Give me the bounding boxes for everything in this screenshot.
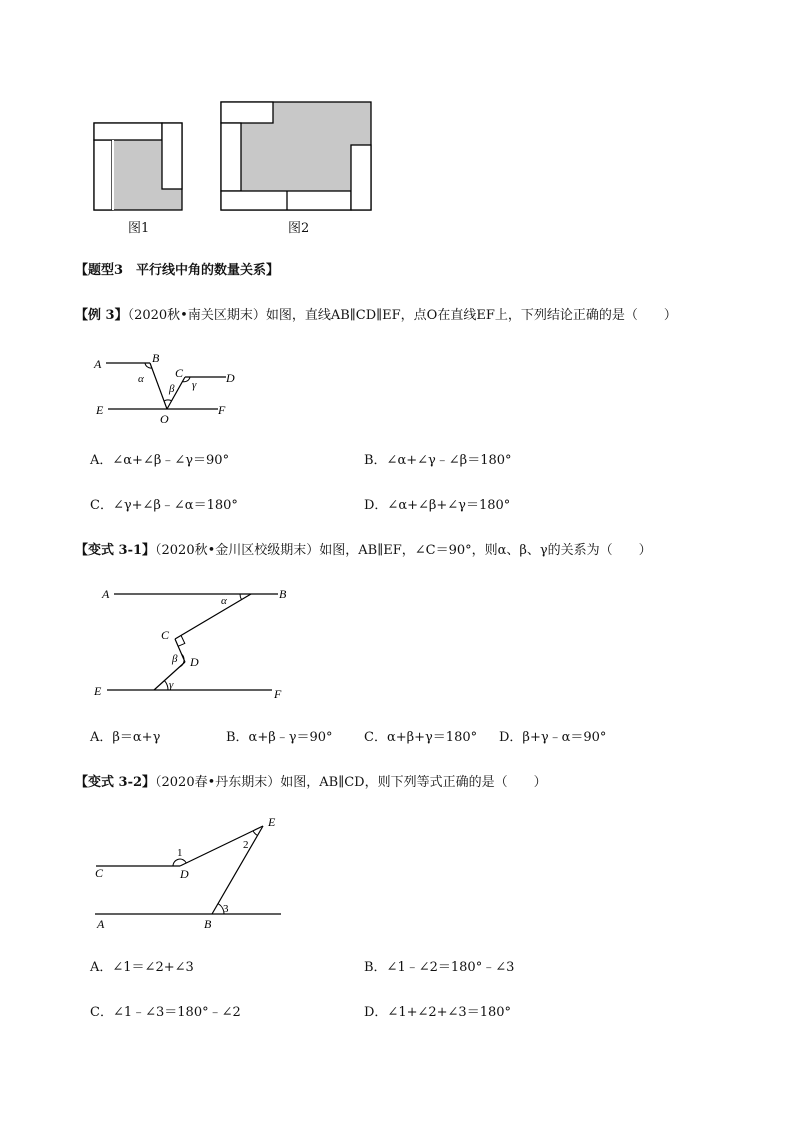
variant-3-1-option-d: D．β+γ﹣α＝90° xyxy=(499,730,607,745)
example-3-source: （2020秋•南关区期末） xyxy=(127,308,266,323)
figure-1-caption: 图1 xyxy=(128,221,150,236)
variant-3-2-tag: 【变式 3-2】 xyxy=(75,775,156,790)
example-3-option-d: D．∠α+∠β+∠γ＝180° xyxy=(364,498,511,513)
figure-1 xyxy=(94,123,182,210)
label-D: D xyxy=(190,655,199,669)
variant-3-2-option-b: B．∠1﹣∠2＝180°﹣∠3 xyxy=(364,960,515,975)
label-alpha: α xyxy=(221,595,227,607)
label-gamma: γ xyxy=(192,379,197,391)
label-beta: β xyxy=(169,383,175,395)
variant-3-2-question: 如图，AB∥CD，则下列等式正确的是（ ） xyxy=(280,775,547,790)
label-1: 1 xyxy=(177,847,183,859)
variant-3-1-option-c: C．α+β+γ＝180° xyxy=(364,730,478,745)
label-A: A xyxy=(94,357,102,371)
variant-3-2-diagram xyxy=(88,810,288,935)
variant-3-1-diagram xyxy=(88,582,303,704)
label-F: F xyxy=(274,687,282,701)
label-alpha: α xyxy=(138,373,144,385)
label-C: C xyxy=(175,366,184,380)
label-A: A xyxy=(97,917,105,931)
label-gamma: γ xyxy=(169,679,174,691)
variant-3-2-option-a: A．∠1＝∠2+∠3 xyxy=(90,960,194,975)
label-E: E xyxy=(94,684,102,698)
label-2: 2 xyxy=(243,839,249,851)
label-E: E xyxy=(96,403,104,417)
variant-3-1-question: 如图，AB∥EF，∠C＝90°，则α、β、γ的关系为（ ） xyxy=(319,543,652,558)
label-B: B xyxy=(152,351,160,365)
example-3-question: 如图，直线AB∥CD∥EF，点O在直线EF上，下列结论正确的是（ ） xyxy=(265,308,677,323)
example-3-tag: 【例 3】 xyxy=(75,308,128,323)
label-C: C xyxy=(95,866,104,880)
variant-3-2-option-d: D．∠1+∠2+∠3＝180° xyxy=(364,1005,512,1020)
variant-3-1-question-line xyxy=(75,543,652,559)
figure-2 xyxy=(221,102,371,210)
variant-3-2-option-c: C．∠1﹣∠3＝180°﹣∠2 xyxy=(90,1005,241,1020)
example-3-option-b: B．∠α+∠γ﹣∠β＝180° xyxy=(364,453,512,468)
label-O: O xyxy=(160,412,169,426)
label-F: F xyxy=(218,403,226,417)
example-3-option-c: C．∠γ+∠β﹣∠α＝180° xyxy=(90,498,238,513)
label-D: D xyxy=(180,867,189,881)
variant-3-2-source: （2020春•丹东期末） xyxy=(155,775,281,790)
variant-3-1-option-a: A．β＝α+γ xyxy=(90,730,161,745)
example-3-diagram xyxy=(88,348,258,430)
label-C: C xyxy=(161,628,170,642)
label-beta: β xyxy=(172,653,178,665)
label-B: B xyxy=(204,917,212,931)
label-A: A xyxy=(102,587,110,601)
section-heading: 【题型3 平行线中角的数量关系】 xyxy=(75,263,280,278)
example-3-option-a: A．∠α+∠β﹣∠γ＝90° xyxy=(90,453,230,468)
label-D: D xyxy=(226,371,235,385)
label-E: E xyxy=(268,815,276,829)
variant-3-1-tag: 【变式 3-1】 xyxy=(75,543,156,558)
variant-3-1-source: （2020秋•金川区校级期末） xyxy=(155,543,320,558)
label-B: B xyxy=(279,587,287,601)
label-3: 3 xyxy=(223,903,229,915)
variant-3-2-question-line xyxy=(75,775,547,791)
figure-2-caption: 图2 xyxy=(288,221,310,236)
example-3-question-line xyxy=(75,308,677,324)
variant-3-1-option-b: B．α+β﹣γ＝90° xyxy=(226,730,333,745)
